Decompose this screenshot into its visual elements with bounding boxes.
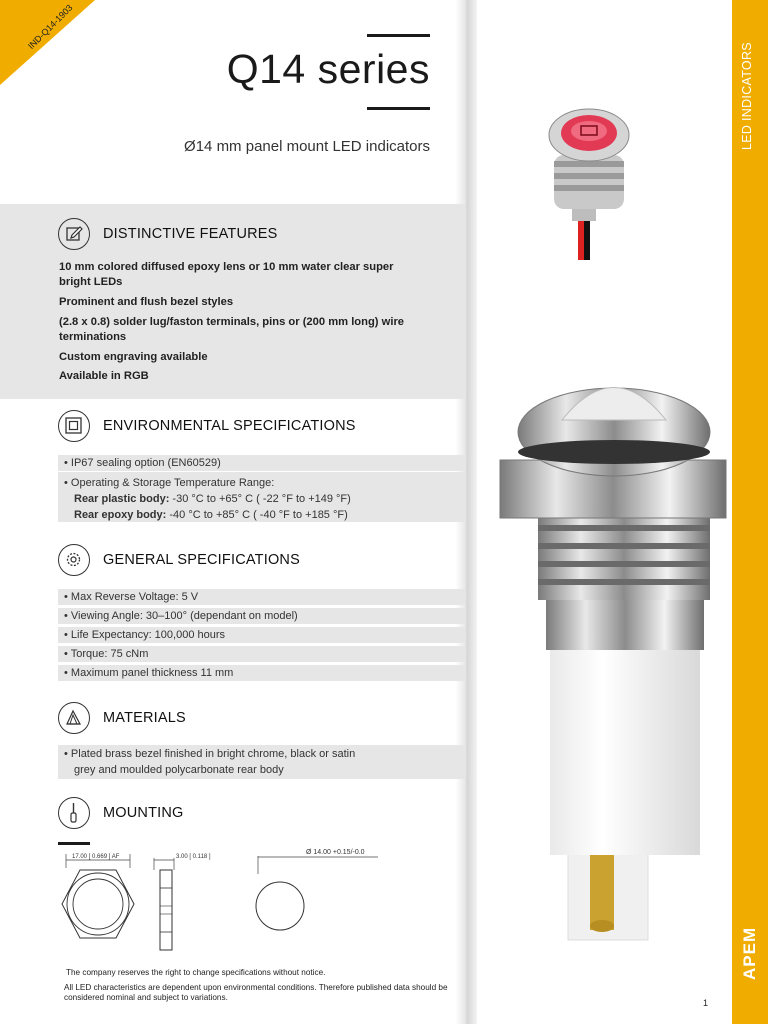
mounting-rule bbox=[58, 842, 90, 845]
feature-item: Available in RGB bbox=[59, 370, 149, 382]
title-rule-top bbox=[367, 34, 430, 37]
page-subtitle: Ø14 mm panel mount LED indicators bbox=[184, 138, 430, 155]
title-rule-bottom bbox=[367, 107, 430, 110]
materials-icon bbox=[58, 702, 90, 734]
feature-item: Prominent and flush bezel styles bbox=[59, 296, 234, 308]
materials-row bbox=[58, 745, 465, 779]
sidebar-category: LED INDICATORS bbox=[740, 42, 754, 150]
general-row: • Torque: 75 cNm bbox=[58, 646, 465, 662]
feature-item: (2.8 x 0.8) solder lug/faston terminals, pins or (200 mm long) wire terminations bbox=[59, 316, 405, 343]
env-sealing-row: • IP67 sealing option (EN60529) bbox=[58, 455, 465, 471]
doc-code: IND-Q14-1903 bbox=[26, 2, 75, 52]
env-temp-heading: • Operating & Storage Temperature Range: bbox=[64, 477, 275, 489]
feature-item: 10 mm colored diffused epoxy lens or 10 mm water clear super bright LEDs bbox=[59, 261, 394, 288]
materials-heading: MATERIALS bbox=[103, 710, 186, 726]
env-epoxy-value: -40 °C to +85° C ( -40 °F to +185 °F) bbox=[169, 509, 348, 521]
general-heading: GENERAL SPECIFICATIONS bbox=[103, 552, 300, 568]
env-plastic-label: Rear plastic body: bbox=[74, 493, 170, 505]
edit-square-icon bbox=[58, 218, 90, 250]
env-epoxy-line bbox=[64, 507, 465, 523]
hex-nut-side bbox=[160, 870, 172, 950]
materials-line-2: grey and moulded polycarbonate rear body bbox=[74, 764, 284, 776]
mounting-heading: MOUNTING bbox=[103, 805, 184, 821]
feature-item: Custom engraving available bbox=[59, 351, 208, 363]
disclaimer-led: All LED characteristics are dependent upon environmental conditions. Therefore published data should be considered nominal and subject to variations. bbox=[64, 983, 448, 1002]
screwdriver-icon bbox=[58, 797, 90, 829]
general-row: • Max Reverse Voltage: 5 V bbox=[58, 589, 465, 605]
dim-hole-label: Ø 14.00 +0.15/-0.0 bbox=[306, 849, 365, 856]
env-epoxy-label: Rear epoxy body: bbox=[74, 509, 167, 521]
materials-line-1: • Plated brass bezel finished in bright chrome, black or satin bbox=[64, 748, 356, 760]
category-sidebar bbox=[732, 0, 768, 1024]
general-row: • Maximum panel thickness 11 mm bbox=[58, 665, 465, 681]
general-row: • Viewing Angle: 30–100° (dependant on model) bbox=[58, 608, 465, 624]
environmental-heading: ENVIRONMENTAL SPECIFICATIONS bbox=[103, 418, 356, 434]
panel-hole bbox=[256, 882, 304, 930]
dim-thickness-label: 3.00 [ 0.118 ] bbox=[176, 854, 211, 860]
product-image-small bbox=[540, 95, 640, 265]
gear-icon bbox=[58, 544, 90, 576]
page-number: 1 bbox=[703, 998, 709, 1008]
page-title: Q14 series bbox=[226, 46, 430, 92]
general-row: • Life Expectancy: 100,000 hours bbox=[58, 627, 465, 643]
mounting-drawings bbox=[58, 848, 408, 956]
dim-nut-label: 17.00 [ 0.669 ] AF bbox=[72, 854, 120, 860]
square-in-square-icon bbox=[58, 410, 90, 442]
brand-logo: APEM bbox=[740, 926, 759, 980]
disclaimer-specs: The company reserves the right to change specifications without notice. bbox=[66, 968, 326, 977]
env-plastic-line bbox=[64, 491, 465, 507]
corner-tab bbox=[0, 0, 95, 85]
features-heading: DISTINCTIVE FEATURES bbox=[103, 226, 278, 242]
env-temp-row bbox=[58, 472, 465, 522]
product-image-large bbox=[490, 360, 735, 960]
env-plastic-value: -30 °C to +65° C ( -22 °F to +149 °F) bbox=[172, 493, 351, 505]
